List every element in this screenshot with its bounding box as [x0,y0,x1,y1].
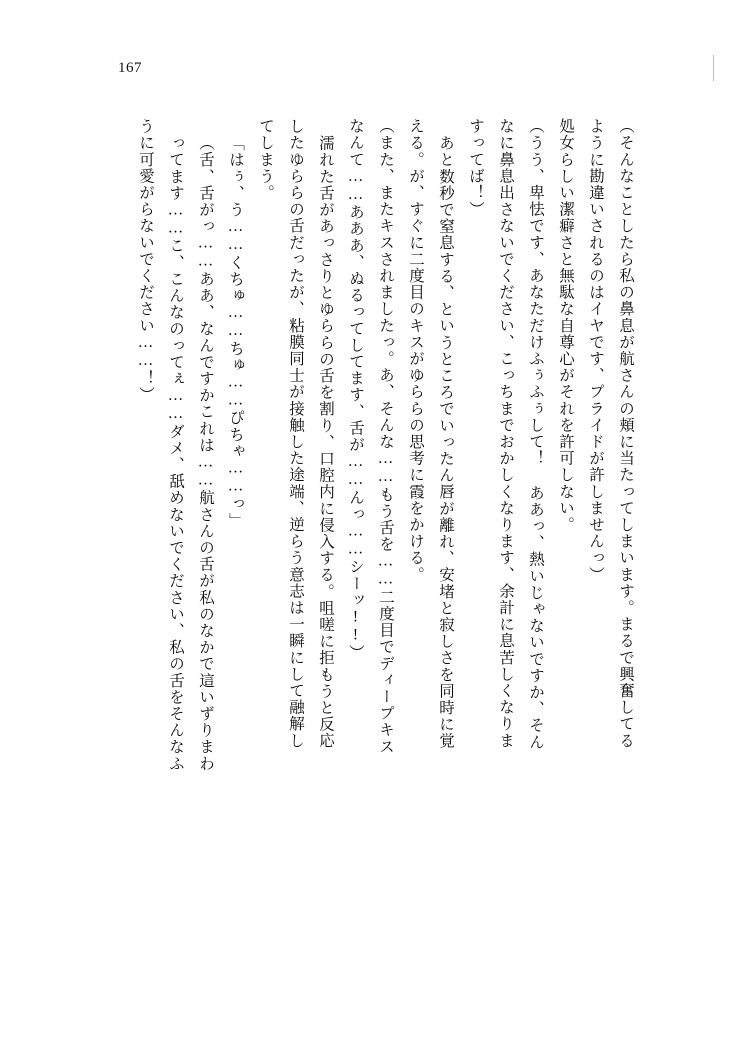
text-line: なんて……あああ、ぬるってしてます、舌が……んっ……シーッ!!） [347,118,364,662]
text-line: 濡れた舌があっさりとゆららの舌を割り、口腔内に侵入する。咀嗟に拒もうと反応 [317,135,334,750]
text-line: ように勘違いされるのはイヤです、プライドが許しませんっ） [587,118,604,583]
text-line: （舌、舌がっ……ああ、なんですかこれは……航さんの舌が私のなかで這いずりまわ [197,135,214,772]
page-number: 167 [118,60,142,76]
text-line: したゆららの舌だったが、粘膜同士が接触した途端、逆らう意志は一瞬にして融解し [287,118,304,749]
text-line: てしまう。 [257,118,274,201]
text-line: （また、またキスされましたっ。あ、そんな……もう舌を……二度目でディープキス [377,118,394,755]
text-line: あと数秒で窒息する、というところでいったん唇が離れ、安堵と寂しさを同時に覚 [437,135,454,750]
text-line: （うう、卑怯です、あなただけふぅふぅして！ ああっ、熱いじゃないですか、そん [527,118,544,751]
text-line: 処女らしい潔癖さと無駄な自尊心がそれを許可しない。 [557,118,574,533]
vertical-text-block [130,118,640,958]
page-edge-mark [713,55,714,81]
text-line: える。が、すぐに二度目のキスがゆららの思考に霞をかける。 [407,118,424,583]
text-line: すってば！） [467,118,484,218]
text-line: （そんなことしたら私の鼻息が航さんの頬に当たってしまいます。まるで興奮してる [617,118,634,749]
text-line: なに鼻息出さないでください、こっちまでおかしくなります、余計に息苦しくなりま [497,118,514,749]
text-line: ってます……こ、こんなのってぇ……ダメ、舐めないでください、私の舌をそんなふ [167,135,184,772]
text-line: うに可愛がらないでください……！） [137,118,154,404]
text-line: 「はぅ、う……くちゅ……ちゅ……ぴちゃ……っ」 [227,135,244,529]
